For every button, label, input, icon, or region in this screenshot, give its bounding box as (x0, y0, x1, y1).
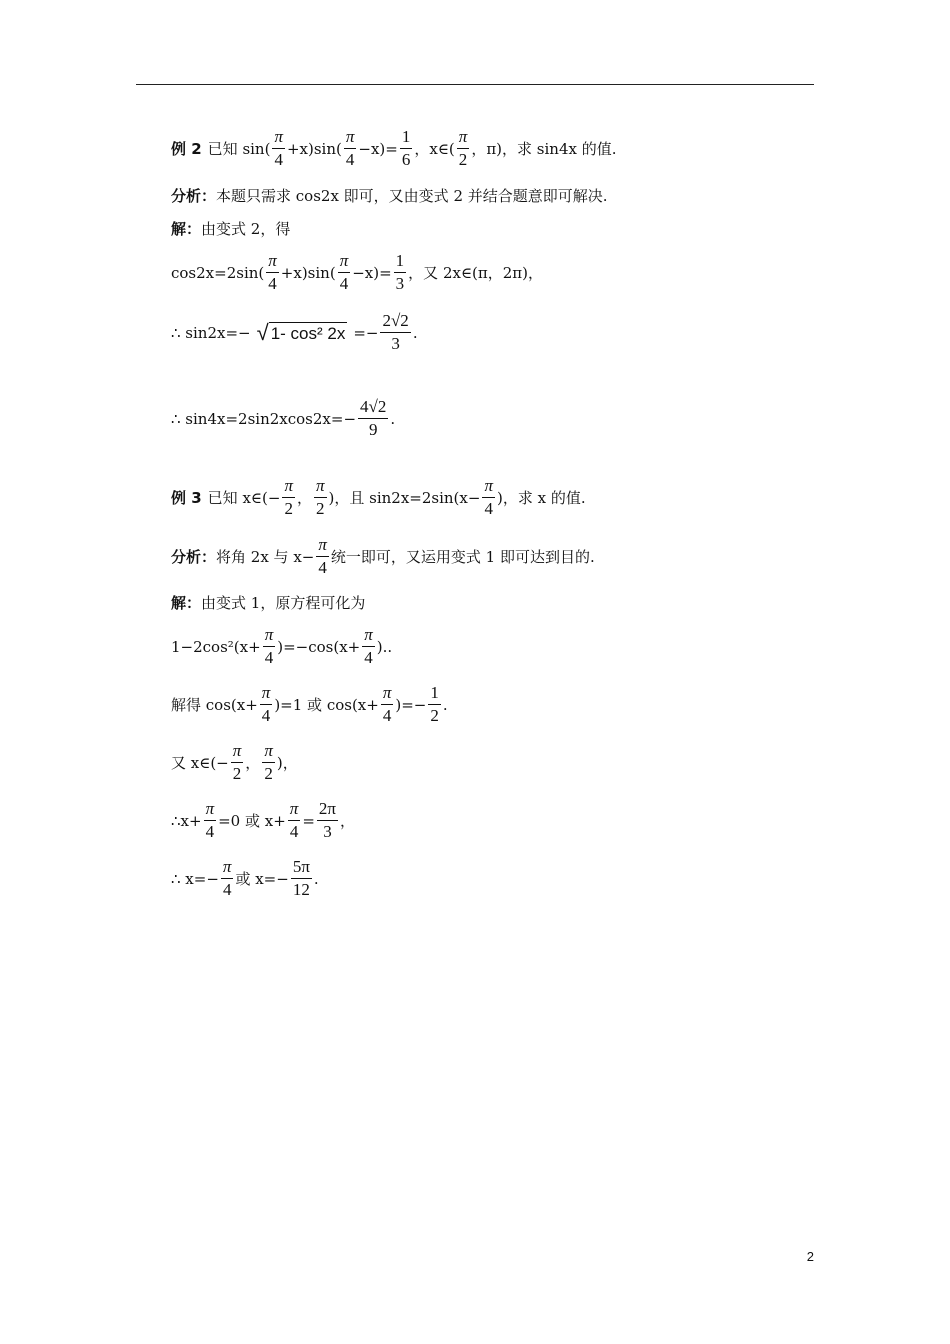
fraction-pi-2: $\frac{\pi}{2}$ (232, 741, 242, 783)
fraction-pi-4: π 4 (268, 251, 277, 293)
fraction-pi-4: $\frac{\pi}{4}$ (484, 476, 493, 518)
fraction-pi-2: π 2 (458, 127, 468, 169)
sqrt-expression: √ 1- cos² 2x (256, 319, 346, 345)
fraction-pi-4: π 4 (339, 251, 349, 293)
example-3-eq-3: 又 x∈(− $\frac{\pi}{2}$ ， π 2 )， (171, 741, 298, 783)
fraction-pi-4: $\frac{\pi}{4}$ (264, 625, 274, 667)
fraction-5pi-12: $\frac{5\pi}{12}$ (292, 857, 310, 899)
example-3-eq-5: ∴ x=− $\frac{\pi}{4}$ 或 x=− $\frac{5\pi}{12}$ . (171, 857, 319, 899)
example-3-eq-1: 1−2cos²(x+ $\frac{\pi}{4}$ )=−cos(x+ $\frac{\pi}{4}$ ).. (171, 625, 393, 667)
fraction-1-3: $\frac{1}{3}$ (395, 251, 405, 293)
fraction-pi-4: $\frac{\pi}{4}$ (205, 799, 215, 841)
fraction-1-6: $\frac{1}{6}$ (401, 127, 411, 169)
example-2-analysis: 分析： 本题只需求 cos2x 即可，又由变式 2 并结合题意即可解决. (171, 187, 608, 205)
fraction-2pi-3: $\frac{2\pi}{3}$ (318, 799, 336, 841)
example-3-eq-4: ∴x+ $\frac{\pi}{4}$ =0 或 x+ $\frac{\pi}{4}$ = $\frac{2\pi}{3}$ ， (171, 799, 356, 841)
header-rule (136, 84, 814, 85)
fraction-pi-4: $\frac{\pi}{4}$ (318, 535, 327, 577)
fraction-pi-4: π 4 (274, 127, 283, 169)
example-2-solution: 解： 由变式 2，得 (171, 220, 291, 238)
example-3-solution: 解： 由变式 1，原方程可化为 (171, 594, 366, 612)
fraction-1-2: $\frac{1}{2}$ (430, 683, 439, 725)
example-2-line-3: ∴ sin4x=2sin2xcos2x=− $\frac{4√2}{9}$ . (171, 397, 396, 439)
example-2-line-2: ∴ sin2x=− √ 1- cos² 2x =− $\frac{2√2}{3}$ . (171, 311, 418, 353)
example-2-problem: 例 2 已知 sin( π 4 +x)sin( π 4 −x)= $\frac{1}{6}$ ，x∈( π 2 ，π)，求 sin4x 的值. (171, 127, 617, 169)
example-3-label: 例 3 (171, 489, 202, 507)
page-number: 2 (806, 1249, 814, 1264)
fraction-pi-2: π 2 (315, 476, 325, 518)
example-2-label: 例 2 (171, 140, 202, 158)
fraction-pi-4: $\frac{\pi}{4}$ (261, 683, 271, 725)
fraction-pi-2: π 2 (264, 741, 273, 783)
example-2-line-1: cos2x=2sin( π 4 +x)sin( π 4 −x)= $\frac{1}{3}$ ，又 2x∈(π，2π)， (171, 251, 544, 293)
example-3-eq-2: 解得 cos(x+ $\frac{\pi}{4}$ )=1 或 cos(x+ $\frac{\pi}{4}$ )=− $\frac{1}{2}$ . (171, 683, 448, 725)
example-3-problem: 例 3 已知 x∈(− $\frac{\pi}{2}$ ， π 2 )，且 sin2x=2sin(x− $\frac{\pi}{4}$ )，求 x 的值. (171, 476, 586, 518)
fraction-pi-4: $\frac{\pi}{4}$ (222, 857, 232, 899)
fraction-pi-4: $\frac{\pi}{4}$ (364, 625, 373, 667)
fraction-pi-2: $\frac{\pi}{2}$ (284, 476, 293, 518)
fraction-pi-4: $\frac{\pi}{4}$ (382, 683, 392, 725)
fraction-pi-4: π 4 (345, 127, 355, 169)
fraction-2sqrt2-3: $\frac{2√2}{3}$ (382, 311, 409, 353)
fraction-4sqrt2-9: $\frac{4√2}{9}$ (360, 397, 387, 439)
example-3-analysis: 分析： 将角 2x 与 x− $\frac{\pi}{4}$ 统一即可，又运用变式 1 即可达到目的. (171, 535, 595, 577)
fraction-pi-4: $\frac{\pi}{4}$ (289, 799, 299, 841)
